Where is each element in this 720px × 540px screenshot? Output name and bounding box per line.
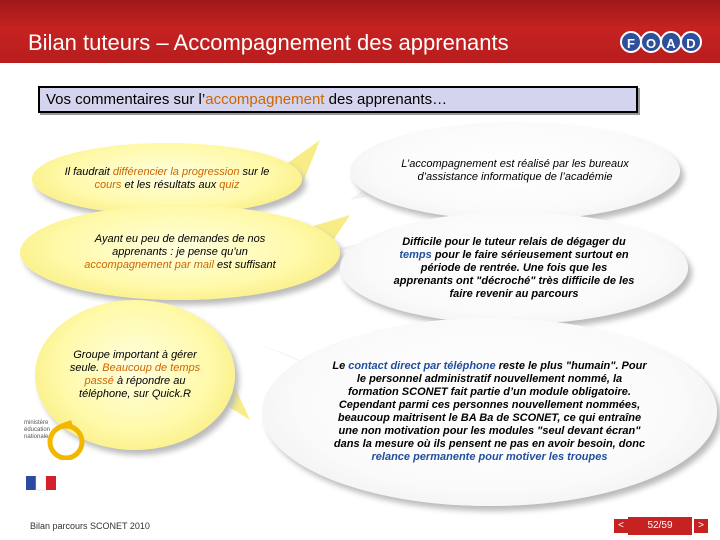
- comment-3-part: à répondre au téléphone, sur Quick.R: [79, 375, 191, 400]
- next-slide-button[interactable]: >: [694, 519, 708, 533]
- slide-title: Bilan tuteurs – Accompagnement des apprenants: [28, 30, 509, 55]
- comment-1-highlight: cours: [94, 179, 122, 191]
- comment-3-part: Groupe important à gérer seule.: [69, 349, 197, 374]
- comment-6-highlight: relance permanente pour motiver les troupes: [371, 451, 608, 463]
- comment-6-part: reste le plus "humain". Pour le personnel administratif nouvellement nommé, la formation SCONET fait partie d’un module obligatoire. Cependant parmi ces personnes nouvellement nommées, beaucoup maitrisent le BA Ba de SCONET, ce qui entraîne une non motivation pour les modules "seul devant écran" dans la mesure où ils pensent ne pas en avoir besoin, donc: [333, 360, 647, 450]
- comment-2-part: est suffisant: [213, 259, 276, 271]
- page-number: 52/59: [628, 517, 692, 535]
- prev-slide-button[interactable]: <: [614, 519, 628, 533]
- foad-logo-f: F: [620, 31, 642, 53]
- comment-6-text: [332, 360, 647, 464]
- comment-1-highlight: différencier la progression: [112, 166, 240, 178]
- ministry-line: ministère: [24, 420, 49, 426]
- comment-5-text: [390, 236, 638, 301]
- comment-bubble-2: [20, 205, 340, 300]
- comment-5-highlight: temps: [399, 248, 432, 261]
- comment-3-highlight: Beaucoup de temps passé: [84, 362, 201, 387]
- comment-5-part: Difficile pour le tuteur relais de dégager du: [402, 235, 626, 248]
- footer-text: Bilan parcours SCONET 2010: [30, 521, 150, 531]
- comment-1-part: et les résultats aux: [121, 179, 220, 191]
- foad-logo-o: O: [640, 31, 662, 53]
- comment-bubble-6: [262, 318, 717, 506]
- marianne-flag-icon: [26, 476, 56, 498]
- subtitle-post: des apprenants…: [324, 91, 448, 108]
- foad-logo-a: A: [660, 31, 682, 53]
- comment-3-text: [65, 349, 205, 401]
- comment-1-part: sur le: [239, 166, 270, 178]
- subtitle-highlight: accompagnement: [205, 91, 325, 108]
- comment-1-text: [58, 166, 276, 192]
- comment-bubble-5: [340, 212, 688, 324]
- ministry-logo: [24, 420, 82, 441]
- comment-2-highlight: accompagnement par mail: [84, 259, 214, 271]
- comment-6-part: Le: [332, 360, 349, 372]
- comment-1-highlight: quiz: [219, 179, 240, 191]
- comment-5-part: pour le faire sérieusement surtout en période de rentrée. Une fois que les apprenants ont "décroché" très difficile de les faire revenir au parcours: [393, 248, 635, 300]
- comment-2-part: Ayant eu peu de demandes de nos apprenants : je pense qu’un: [94, 233, 266, 258]
- ministry-line: nationale: [24, 434, 49, 440]
- ministry-line: éducation: [24, 427, 51, 433]
- subtitle-pre: Vos commentaires sur l’: [46, 91, 206, 108]
- comment-bubble-4: [350, 122, 680, 220]
- comment-4-text: L’accompagnement est réalisé par les bureaux d’assistance informatique de l’académie: [401, 158, 629, 183]
- comment-2-text: [75, 233, 285, 272]
- e-accent-icon: [46, 420, 86, 460]
- comment-6-highlight: contact direct par téléphone: [348, 360, 496, 372]
- comment-1-part: Il faudrait: [64, 166, 113, 178]
- foad-logo-d: D: [680, 31, 702, 53]
